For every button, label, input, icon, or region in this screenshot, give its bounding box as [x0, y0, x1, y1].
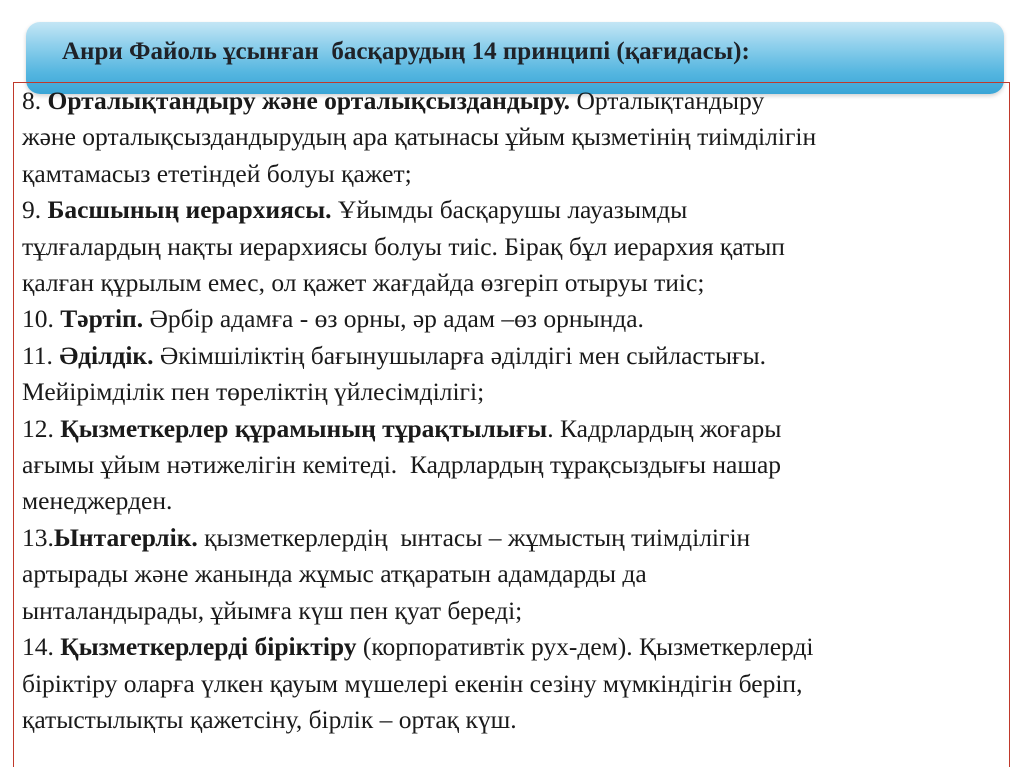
principle-8-first-line: [22, 83, 1007, 119]
principle-13-first-line: [22, 520, 1007, 556]
principle-text-line: және орталықсыздандырудың ара қатынасы ұйым қызметінің тиімділігін: [22, 122, 817, 152]
principle-text: (корпоративтік рух-дем). Қызметкерлерді: [356, 632, 814, 662]
principle-number: 13.: [22, 522, 54, 552]
principle-10-first-line: [22, 301, 1007, 337]
principle-number: 14.: [22, 632, 61, 662]
principle-text: Ұйымды басқарушы лауазымды: [331, 195, 688, 225]
principle-11-first-line: [22, 338, 1007, 374]
principle-number: 8.: [22, 86, 48, 115]
principle-text: Әрбір адамға - өз орны, әр адам –өз орнында.: [143, 304, 644, 334]
principle-12-first-line: [22, 411, 1007, 447]
principle-heading: Басшының иерархиясы.: [47, 195, 332, 225]
principle-text-line: менеджерден.: [22, 486, 173, 516]
principle-text-line: қамтамасыз ететіндей болуы қажет;: [22, 158, 412, 188]
principle-text-line: Мейірімділік пен төреліктің үйлесімділігі;: [22, 377, 485, 407]
principle-text: Әкімшіліктің бағынушыларға әділдігі мен сыйластығы.: [153, 340, 766, 370]
principle-text-line: қалған құрылым емес, ол қажет жағдайда өзгеріп отыруы тиіс;: [22, 268, 705, 298]
principle-9-first-line: [22, 192, 1007, 228]
principle-heading: Қызметкерлерді біріктіру: [60, 632, 357, 662]
principle-heading: Тәртіп.: [60, 304, 144, 334]
principle-text-line: тұлғалардың нақты иерархиясы болуы тиіс. Бірақ бұл иерархия қатып: [22, 231, 785, 261]
principle-text-line: ағымы ұйым нәтижелігін кемітеді. Кадрлардың тұрақсыздығы нашар: [22, 450, 782, 480]
principle-heading: Әділдік.: [59, 340, 154, 370]
principle-heading: Ынтагерлік.: [53, 522, 198, 552]
principle-text: . Кадрлардың жоғары: [547, 413, 782, 443]
principle-text: Орталықтандыру: [570, 86, 765, 115]
principle-text-line: біріктіру оларға үлкен қауым мүшелері екенін сезіну мүмкіндігін беріп,: [22, 668, 803, 698]
principle-number: 10.: [22, 304, 61, 334]
principle-heading: Қызметкерлер құрамының тұрақтылығы: [60, 413, 548, 443]
slide-title: Анри Файоль ұсынған басқарудың 14 принципі (қағидасы):: [62, 38, 750, 65]
principle-heading: Орталықтандыру және орталықсыздандыру.: [47, 86, 571, 115]
principles-list: [22, 83, 1007, 738]
principle-14-first-line: [22, 629, 1007, 665]
principle-number: 12.: [22, 413, 61, 443]
principle-text-line: қатыстылықты қажетсіну, бірлік – ортақ күш.: [22, 704, 517, 734]
principle-text-line: ынталандырады, ұйымға күш пен қуат береді;: [22, 595, 523, 625]
principle-text: қызметкерлердің ынтасы – жұмыстың тиімділігін: [197, 522, 751, 552]
principle-text-line: артырады және жанында жұмыс атқаратын адамдарды да: [22, 559, 647, 589]
principle-number: 11.: [22, 340, 60, 370]
principle-number: 9.: [22, 195, 48, 225]
